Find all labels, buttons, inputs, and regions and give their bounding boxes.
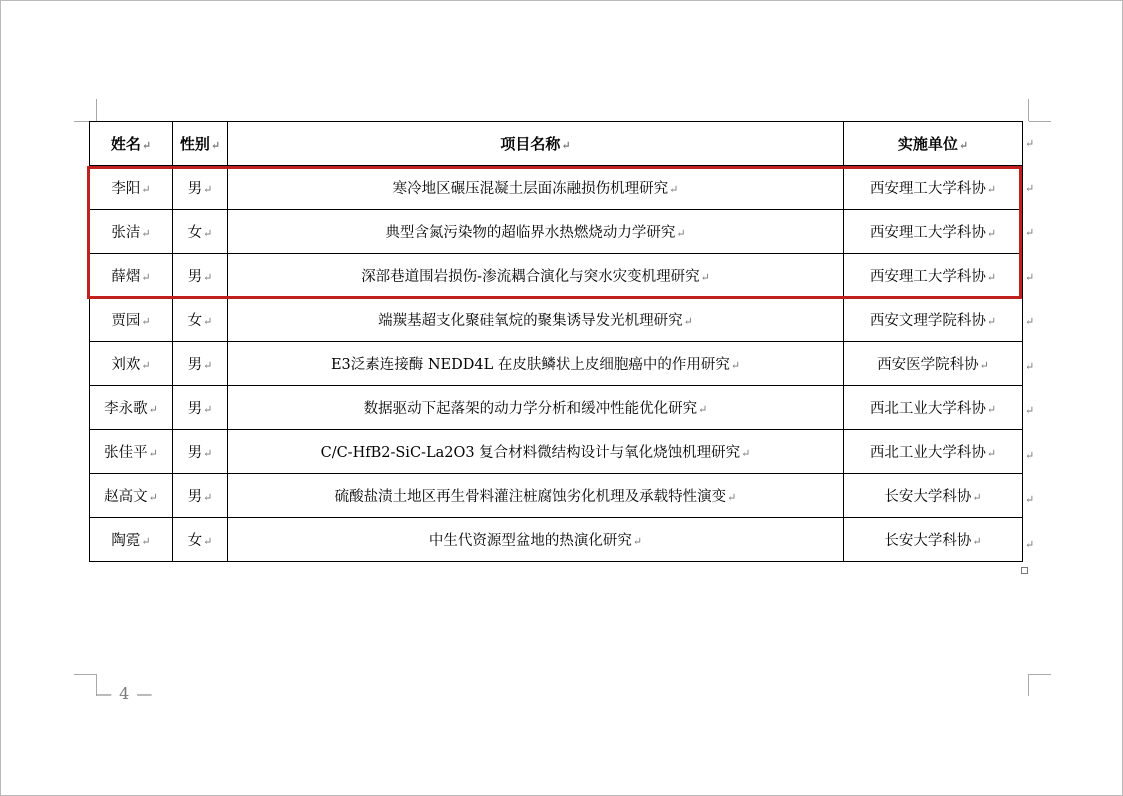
crop-mark-bottom-left-h: [74, 674, 96, 675]
row-end-mark: ↵: [1025, 181, 1035, 195]
cell-name: 李阳↵: [90, 166, 173, 210]
cell-unit: 西安理工大学科协↵: [844, 254, 1023, 298]
crop-mark-top-right-v: [1028, 99, 1029, 121]
cell-gender: 男↵: [173, 342, 228, 386]
row-end-mark: ↵: [1025, 137, 1035, 150]
cell-gender: 男↵: [173, 474, 228, 518]
highlight-box: [87, 166, 1022, 299]
cell-unit: 西北工业大学科协↵: [844, 430, 1023, 474]
row-end-mark: ↵: [1025, 315, 1035, 328]
cell-unit: 西安文理学院科协↵: [844, 298, 1023, 342]
table-row: [90, 342, 1023, 386]
row-end-mark: ↵: [1025, 448, 1035, 462]
cell-name: 张洁↵: [90, 210, 173, 254]
table-row: [90, 386, 1023, 430]
cell-name: 赵高文↵: [90, 474, 173, 518]
cell-gender: 女↵: [173, 298, 228, 342]
cell-name: 陶霓↵: [90, 518, 173, 562]
cell-project: 中生代资源型盆地的热演化研究↵: [228, 518, 844, 562]
table-row: [90, 298, 1023, 342]
header-unit: 实施单位↵: [844, 122, 1023, 166]
cell-gender: 男↵: [173, 166, 228, 210]
cell-project: 数据驱动下起落架的动力学分析和缓冲性能优化研究↵: [228, 386, 844, 430]
cell-project: 硫酸盐渍土地区再生骨料灌注桩腐蚀劣化机理及承载特性演变↵: [228, 474, 844, 518]
cell-unit: 西北工业大学科协↵: [844, 386, 1023, 430]
cell-unit: 长安大学科协↵: [844, 518, 1023, 562]
table-row: [90, 474, 1023, 518]
cell-name: 薛熠↵: [90, 254, 173, 298]
crop-mark-top-left-v: [96, 99, 97, 121]
row-end-mark: ↵: [1025, 359, 1035, 373]
row-end-mark: ↵: [1025, 493, 1035, 506]
crop-mark-bottom-right-h: [1029, 674, 1051, 675]
cell-unit: 西安理工大学科协↵: [844, 166, 1023, 210]
cell-project: 深部巷道围岩损伤-渗流耦合演化与突水灾变机理研究↵: [228, 254, 844, 298]
row-end-mark: ↵: [1025, 270, 1035, 284]
cell-project: 端羰基超支化聚硅氧烷的聚集诱导发光机理研究↵: [228, 298, 844, 342]
row-end-mark: ↵: [1025, 537, 1035, 551]
cell-name: 贾园↵: [90, 298, 173, 342]
table-resize-handle[interactable]: [1021, 567, 1028, 574]
header-project: 项目名称↵: [228, 122, 844, 166]
cell-unit: 长安大学科协↵: [844, 474, 1023, 518]
cell-gender: 女↵: [173, 518, 228, 562]
cell-project: C/C-HfB2-SiC-La2O3 复合材料微结构设计与氧化烧蚀机理研究↵: [228, 430, 844, 474]
cell-gender: 男↵: [173, 430, 228, 474]
cell-project: 寒冷地区碾压混凝土层面冻融损伤机理研究↵: [228, 166, 844, 210]
cell-unit: 西安医学院科协↵: [844, 342, 1023, 386]
cell-name: 李永歌↵: [90, 386, 173, 430]
crop-mark-top-right-h: [1029, 121, 1051, 122]
row-end-mark: ↵: [1025, 404, 1035, 417]
cell-name: 刘欢↵: [90, 342, 173, 386]
table-row: [90, 430, 1023, 474]
header-name: 姓名↵: [90, 122, 173, 166]
cell-project: E3泛素连接酶 NEDD4L 在皮肤鳞状上皮细胞癌中的作用研究↵: [228, 342, 844, 386]
cell-unit: 西安理工大学科协↵: [844, 210, 1023, 254]
cell-gender: 男↵: [173, 254, 228, 298]
table-header-row: [90, 122, 1023, 166]
header-gender: 性别↵: [173, 122, 228, 166]
table-row: [90, 518, 1023, 562]
cell-gender: 女↵: [173, 210, 228, 254]
page-number: — 4 —: [96, 684, 154, 703]
cell-name: 张佳平↵: [90, 430, 173, 474]
row-end-mark: ↵: [1025, 226, 1035, 239]
cell-gender: 男↵: [173, 386, 228, 430]
cell-project: 典型含氮污染物的超临界水热燃烧动力学研究↵: [228, 210, 844, 254]
crop-mark-bottom-right-v: [1028, 674, 1029, 696]
